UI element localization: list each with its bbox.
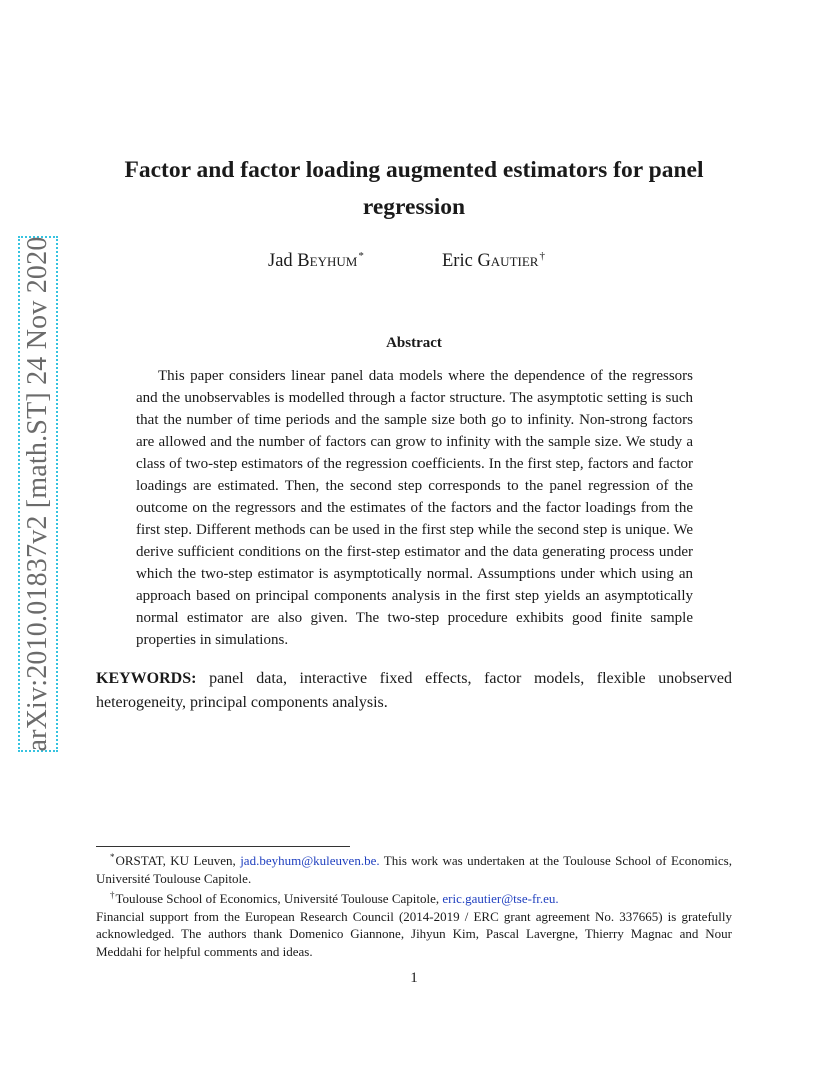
author-2-last-name: Gautier [477,251,539,271]
abstract-text: This paper considers linear panel data models where the dependence of the regressors and the unobservables is modelled through a factor structure. The asymptotic setting is such that the number of time periods and the sample size both go to infinity. Non-strong factors are allowed and the number of factors can grow to infinity with the sample size. We study a class of two-step estimators of the regression coefficients. In the first step, factors and factor loadings are estimated. Then, the second step corresponds to the panel regression of the outcome on the regressors and the estimates of the factors and the factor loadings from the first step. Different methods can be used in the first step while the second step is unique. We derive sufficient conditions on the first-step estimator and the data generating process under which the two-step estimator is asymptotically normal. Assumptions under which using an approach based on principal components analysis in the first step yields an asymptotically normal estimator are also given. The two-step procedure exhibits good finite sample properties in simulations. [136,368,693,648]
footnote-divider [96,846,350,847]
keywords [96,667,732,715]
footnote-1 [96,849,732,887]
footnote-1-affiliation: ORSTAT, KU Leuven, [115,853,241,868]
author-2-first-name: Eric [442,251,473,271]
author-1-last-name: Beyhum [297,251,358,271]
author-2-footnote-mark: † [539,250,545,262]
footnote-1-note: This work was undertaken at the Toulouse School of Economics, Université Toulouse Capitole. [96,853,732,886]
author-1 [268,250,364,272]
footnote-2-affiliation: Toulouse School of Economics, Université Toulouse Capitole, [115,891,443,906]
footnote-funding: Financial support from the European Research Council (2014-2019 / ERC grant agreement No. 337665) is gratefully acknowledged. The authors thank Domenico Giannone, Jihyun Kim, Pascal Lavergne, Thierry Magnac and Nour Meddahi for helpful comments and ideas. [96,908,732,959]
paper-title: Factor and factor loading augmented estimators for panel regression [124,157,704,220]
author-2 [442,250,545,272]
footnote-1-mark: * [110,852,115,862]
keywords-text: panel data, interactive fixed effects, factor models, flexible unobserved heterogeneity, principal components analysis. [96,670,733,711]
footnote-2-email-link[interactable]: eric.gautier@tse-fr.eu. [442,891,559,906]
footnote-1-email-link[interactable]: jad.beyhum@kuleuven.be. [240,853,380,868]
footnote-2-mark: † [110,890,115,900]
page-number: 1 [410,970,418,986]
keywords-label: KEYWORDS: [96,670,197,687]
abstract-heading: Abstract [386,335,442,351]
footnote-2 [96,887,732,908]
arxiv-identifier: arXiv:2010.01837v2 [math.ST] 24 Nov 2020 [22,236,53,752]
author-1-first-name: Jad [268,251,293,271]
author-1-footnote-mark: * [358,250,364,262]
footnotes [96,849,732,960]
